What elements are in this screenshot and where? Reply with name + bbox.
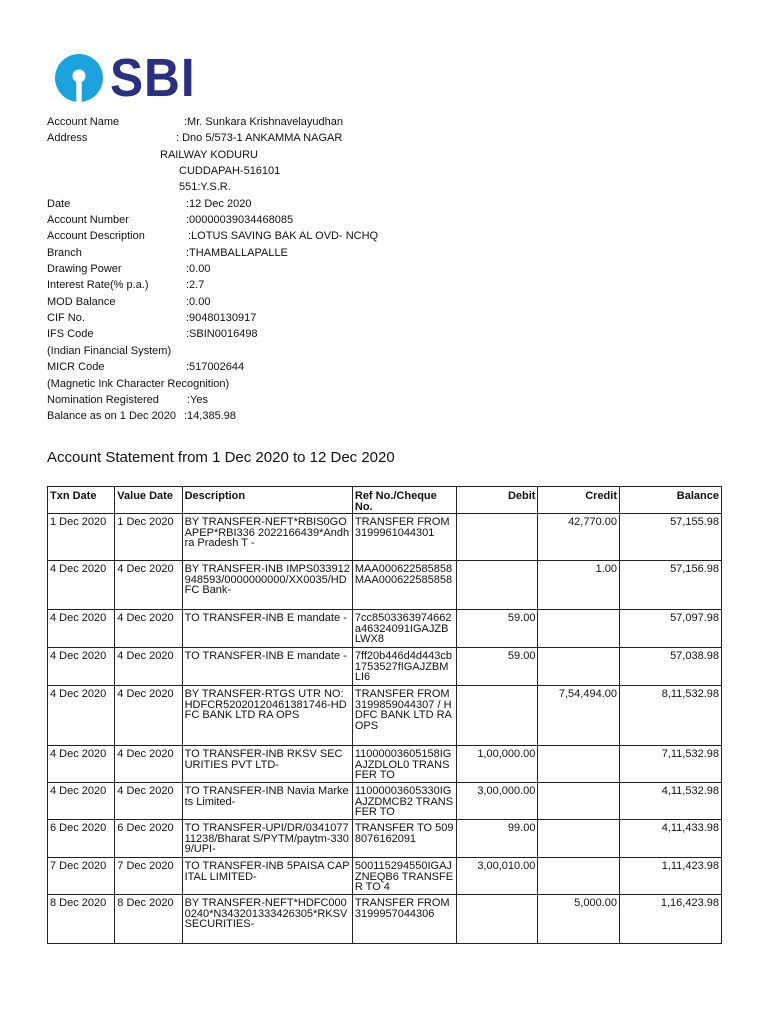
balance-cell: 57,155.98 (620, 514, 722, 561)
micr-value: :517002644 (186, 361, 245, 374)
date-value: :12 Dec 2020 (186, 197, 252, 210)
cif-label: CIF No. (47, 312, 85, 325)
description-cell: BY TRANSFER-RTGS UTR NO: HDFCR52020120461381746-HDFC BANK LTD RA OPS (182, 686, 352, 746)
table-row (48, 895, 722, 944)
credit-cell: 1.00 (538, 561, 620, 610)
credit-cell: 7,54,494.00 (538, 686, 620, 746)
ifs-label: IFS Code (47, 328, 94, 341)
drawing-power-label: Drawing Power (47, 263, 122, 276)
ifs-value: :SBIN0016498 (186, 328, 258, 341)
debit-cell: 99.00 (456, 820, 538, 858)
header-txn-date: Txn Date (48, 487, 115, 514)
ref-cell: 7cc8503363974662a46324091IGAJZBLWX8 (352, 610, 456, 648)
credit-cell: 5,000.00 (538, 895, 620, 944)
header-ref-no: Ref No./Cheque No. (352, 487, 456, 514)
account-name-label: Account Name (47, 116, 120, 128)
interest-rate-value: :2.7 (186, 279, 205, 292)
balance-cell: 4,11,433.98 (620, 820, 722, 858)
debit-cell: 1,00,000.00 (456, 746, 538, 783)
balance-cell: 57,156.98 (620, 561, 722, 610)
value-date-cell: 4 Dec 2020 (115, 648, 182, 686)
ifs-note: (Indian Financial System) (47, 344, 172, 357)
table-header-row (48, 487, 722, 514)
balance-cell: 8,11,532.98 (620, 686, 722, 746)
credit-cell (538, 746, 620, 783)
balance-cell: 4,11,532.98 (620, 783, 722, 820)
credit-cell (538, 820, 620, 858)
transactions-table (47, 486, 722, 944)
mod-balance-label: MOD Balance (47, 295, 116, 308)
balance-cell: 1,11,423.98 (620, 858, 722, 895)
drawing-power-value: :0.00 (186, 263, 211, 276)
value-date-cell: 8 Dec 2020 (115, 895, 182, 944)
debit-cell: 3,00,000.00 (456, 783, 538, 820)
branch-label: Branch (47, 246, 82, 259)
table-body (48, 514, 722, 944)
ref-cell: 7ff20b446d4d443cb1753527fIGAJZBMLI6 (352, 648, 456, 686)
address-line1: : Dno 5/573-1 ANKAMMA NAGAR (176, 132, 343, 145)
value-date-cell: 4 Dec 2020 (115, 746, 182, 783)
value-date-cell: 4 Dec 2020 (115, 610, 182, 648)
value-date-cell: 7 Dec 2020 (115, 858, 182, 895)
credit-cell (538, 783, 620, 820)
txn-date-cell: 4 Dec 2020 (48, 561, 115, 610)
statement-title: Account Statement from 1 Dec 2020 to 12 Dec 2020 (47, 449, 395, 466)
address-line2: RAILWAY KODURU (160, 148, 258, 161)
table-row (48, 746, 722, 783)
sbi-keyhole-icon (54, 53, 104, 103)
sbi-logo-text: SBI (110, 48, 196, 108)
date-label: Date (47, 197, 71, 210)
account-description-label: Account Description (47, 230, 145, 243)
header-description: Description (182, 487, 352, 514)
description-cell: BY TRANSFER-NEFT*HDFC0000240*N343201333426305*RKSV SECURITIES- (182, 895, 352, 944)
micr-label: MICR Code (47, 361, 105, 374)
credit-cell: 42,770.00 (538, 514, 620, 561)
ref-cell: MAA000622585858 MAA000622585858 (352, 561, 456, 610)
table-row (48, 820, 722, 858)
txn-date-cell: 6 Dec 2020 (48, 820, 115, 858)
table-row (48, 783, 722, 820)
balance-cell: 57,097.98 (620, 610, 722, 648)
debit-cell (456, 514, 538, 561)
ref-cell: TRANSFER FROM 3199957044306 (352, 895, 456, 944)
table-row (48, 858, 722, 895)
address-line4: 551:Y.S.R. (179, 181, 231, 194)
balance-cell: 57,038.98 (620, 648, 722, 686)
txn-date-cell: 4 Dec 2020 (48, 686, 115, 746)
account-name-value: :Mr. Sunkara Krishnavelayudhan (184, 116, 343, 128)
debit-cell: 3,00,010.00 (456, 858, 538, 895)
balance-cell: 7,11,532.98 (620, 746, 722, 783)
branch-value: :THAMBALLAPALLE (186, 246, 288, 259)
nomination-value: :Yes (187, 393, 209, 406)
table-row (48, 561, 722, 610)
description-cell: TO TRANSFER-INB Navia Markets Limited- (182, 783, 352, 820)
debit-cell: 59.00 (456, 610, 538, 648)
description-cell: TO TRANSFER-INB RKSV SECURITIES PVT LTD- (182, 746, 352, 783)
account-description-value: :LOTUS SAVING BAK AL OVD- NCHQ (188, 230, 379, 243)
account-number-value: :00000039034468085 (186, 214, 294, 227)
table-row (48, 648, 722, 686)
account-number-label: Account Number (47, 214, 129, 227)
address-label: Address (47, 132, 88, 145)
ref-cell: TRANSFER TO 5098076162091 (352, 820, 456, 858)
address-line3: CUDDAPAH-516101 (179, 165, 281, 178)
txn-date-cell: 4 Dec 2020 (48, 746, 115, 783)
description-cell: TO TRANSFER-UPI/DR/034107711238/Bharat S/PYTM/paytm-3309/UPI- (182, 820, 352, 858)
balance-cell: 1,16,423.98 (620, 895, 722, 944)
description-cell: BY TRANSFER-INB IMPS033912948593/0000000000/XX0035/HDFC Bank- (182, 561, 352, 610)
value-date-cell: 6 Dec 2020 (115, 820, 182, 858)
ref-cell: TRANSFER FROM 3199859044307 / HDFC BANK LTD RA OPS (352, 686, 456, 746)
description-cell: TO TRANSFER-INB E mandate - (182, 610, 352, 648)
debit-cell (456, 686, 538, 746)
header-debit: Debit (456, 487, 538, 514)
txn-date-cell: 8 Dec 2020 (48, 895, 115, 944)
txn-date-cell: 4 Dec 2020 (48, 783, 115, 820)
table-row (48, 514, 722, 561)
description-cell: TO TRANSFER-INB 5PAISA CAPITAL LIMITED- (182, 858, 352, 895)
opening-balance-label: Balance as on 1 Dec 2020 (47, 410, 177, 423)
description-cell: TO TRANSFER-INB E mandate - (182, 648, 352, 686)
value-date-cell: 4 Dec 2020 (115, 783, 182, 820)
nomination-label: Nomination Registered (47, 393, 159, 406)
ref-cell: 11000003605330IGAJZDMCB2 TRANSFER TO (352, 783, 456, 820)
debit-cell (456, 895, 538, 944)
ref-cell: TRANSFER FROM 3199961044301 (352, 514, 456, 561)
txn-date-cell: 1 Dec 2020 (48, 514, 115, 561)
description-cell: BY TRANSFER-NEFT*RBIS0GOAPEP*RBI336 2022166439*Andhra Pradesh T - (182, 514, 352, 561)
header-credit: Credit (538, 487, 620, 514)
credit-cell (538, 648, 620, 686)
interest-rate-label: Interest Rate(% p.a.) (47, 279, 149, 292)
cif-value: :90480130917 (186, 312, 257, 325)
value-date-cell: 4 Dec 2020 (115, 686, 182, 746)
txn-date-cell: 4 Dec 2020 (48, 648, 115, 686)
ref-cell: 11000003605158IGAJZDLOL0 TRANSFER TO (352, 746, 456, 783)
opening-balance-value: :14,385.98 (184, 410, 236, 423)
header-value-date: Value Date (115, 487, 182, 514)
header-balance: Balance (620, 487, 722, 514)
sbi-logo (54, 48, 203, 108)
credit-cell (538, 858, 620, 895)
value-date-cell: 4 Dec 2020 (115, 561, 182, 610)
txn-date-cell: 7 Dec 2020 (48, 858, 115, 895)
table-row (48, 686, 722, 746)
credit-cell (538, 610, 620, 648)
value-date-cell: 1 Dec 2020 (115, 514, 182, 561)
txn-date-cell: 4 Dec 2020 (48, 610, 115, 648)
micr-note: (Magnetic Ink Character Recognition) (47, 377, 230, 390)
debit-cell: 59.00 (456, 648, 538, 686)
table-row (48, 610, 722, 648)
debit-cell (456, 561, 538, 610)
ref-cell: 500115294550IGAJZNEQB6 TRANSFER TO 4 (352, 858, 456, 895)
mod-balance-value: :0.00 (186, 295, 211, 308)
